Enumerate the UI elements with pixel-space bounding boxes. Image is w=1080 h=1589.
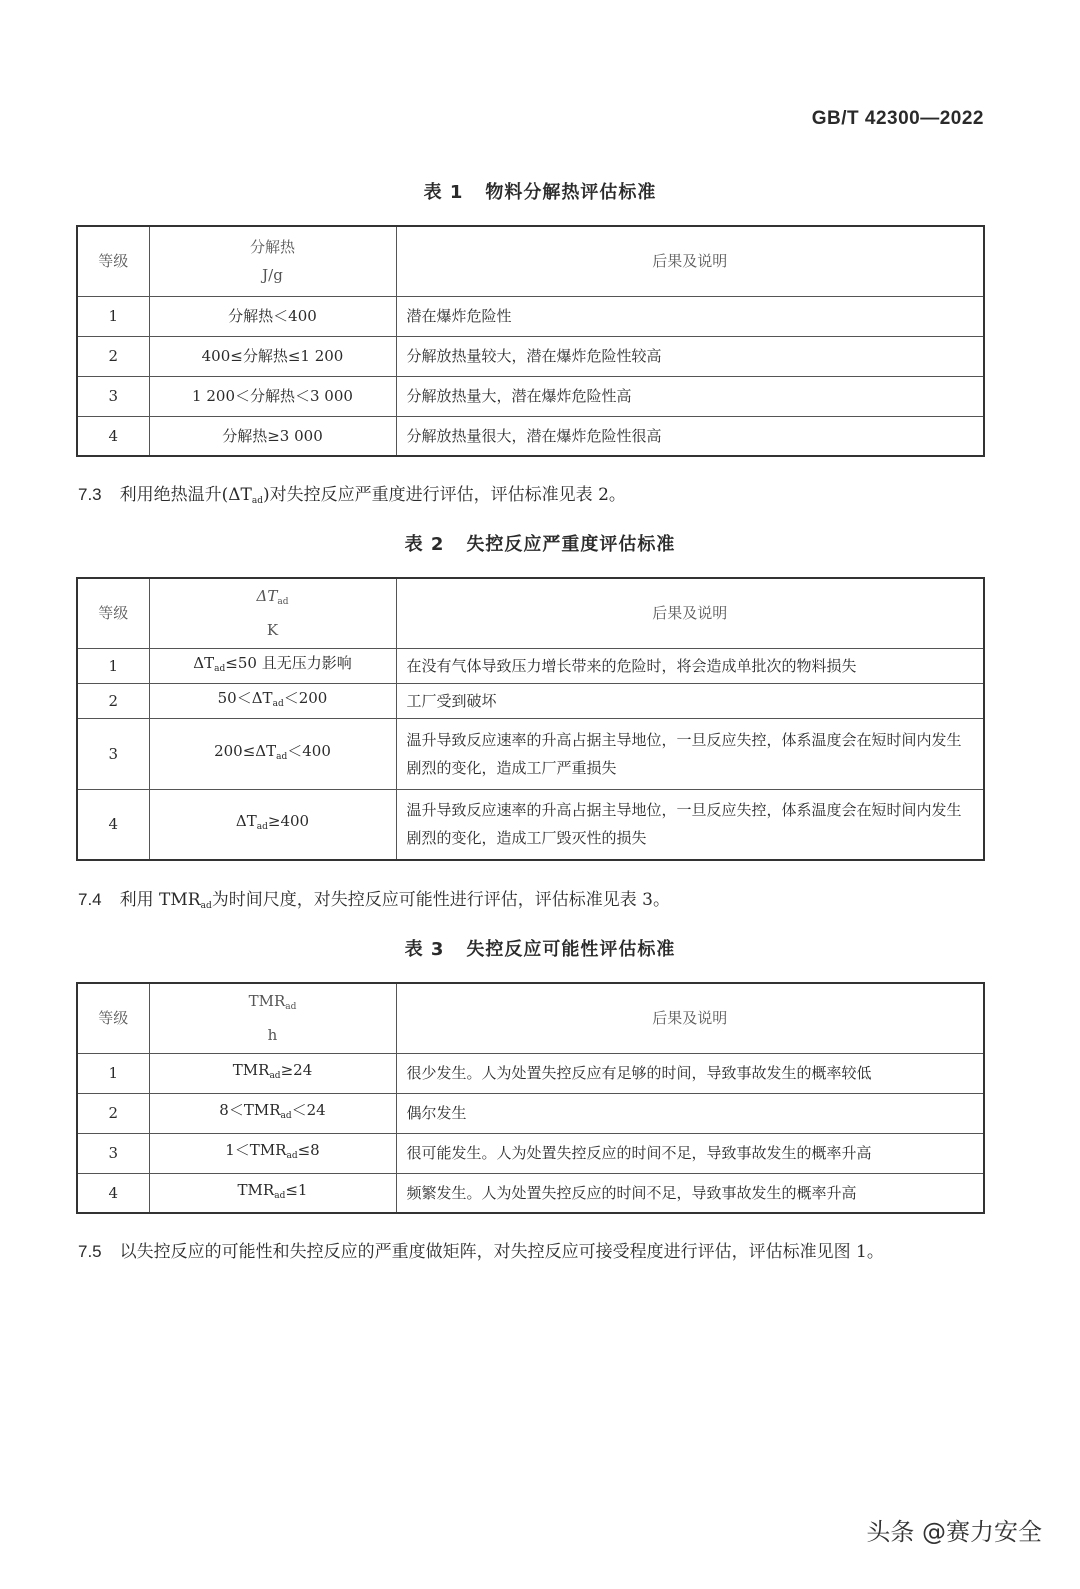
range-sub: ad [214,663,226,674]
table2-header-param-unit: K [266,621,279,640]
desc-cell: 很少发生。人为处置失控反应有足够的时间，导致事故发生的概率较低 [396,1053,984,1093]
clause-text-post: )对失控反应严重度进行评估，评估标准见表 2。 [263,485,626,505]
table3-title: 失控反应可能性评估标准 [466,939,676,960]
desc-cell: 工厂受到破坏 [396,683,984,718]
range-cell: 分解热≥3 000 [149,416,396,456]
grade-cell: 4 [77,416,149,456]
range-sub: ad [276,751,288,762]
table1-header-param-name: 分解热 [249,238,295,257]
table3-number: 表 3 [404,939,445,960]
range-cell: 1 200＜分解热＜3 000 [149,376,396,416]
range-post: ＜200 [283,688,328,707]
clause-text-pre: 利用 TMR [119,890,201,910]
range-sub: ad [256,822,268,833]
table2-title: 失控反应严重度评估标准 [466,534,676,555]
clause-7-5 [78,1237,986,1267]
range-post: ≤8 [297,1141,320,1159]
grade-cell: 4 [77,1173,149,1213]
range-pre: TMR [232,1061,270,1079]
grade-cell: 3 [77,718,149,789]
range-sub: ad [272,698,284,709]
range-pre: 50＜ΔT [217,688,273,707]
grade-cell: 2 [77,1093,149,1133]
clause-number: 7.4 [78,890,102,909]
table1-number: 表 1 [423,182,464,203]
table1-header-param [149,226,396,296]
table3-caption [0,935,1080,961]
range-pre: 1＜TMR [225,1141,287,1159]
table1-header-row [77,226,984,296]
grade-cell: 3 [77,1133,149,1173]
source-watermark: 头条 @赛力安全 [866,1518,1042,1546]
table-row [77,1093,984,1133]
table2-caption [0,530,1080,556]
range-pre: ΔT [193,653,215,672]
range-pre: TMR [237,1180,275,1199]
table3-header-param [149,983,396,1053]
range-post: ≤1 [285,1180,308,1199]
range-cell [149,648,396,683]
range-pre: 200≤ΔT [214,741,277,760]
table3-header-desc: 后果及说明 [396,983,984,1053]
range-cell [149,1133,396,1173]
table3-header-param-sub: ad [285,1002,297,1013]
desc-cell: 在没有气体导致压力增长带来的危险时，将会造成单批次的物料损失 [396,648,984,683]
range-cell [149,789,396,860]
range-cell: 分解热＜400 [149,296,396,336]
clause-subscript: ad [251,496,264,506]
table-row [77,1173,984,1213]
desc-cell: 潜在爆炸危险性 [396,296,984,336]
table2-header-param [149,578,396,648]
clause-text: 以失控反应的可能性和失控反应的严重度做矩阵，对失控反应可接受程度进行评估，评估标准见图 1。 [119,1242,884,1262]
range-post: ＜400 [287,741,331,760]
clause-text-pre: 利用绝热温升(ΔT [119,485,252,505]
range-cell [149,1093,396,1133]
range-cell [149,1173,396,1213]
range-cell: 400≤分解热≤1 200 [149,336,396,376]
table3-header-grade: 等级 [77,983,149,1053]
table1 [76,225,985,457]
grade-cell: 1 [77,648,149,683]
desc-cell: 温升导致反应速率的升高占据主导地位，一旦反应失控，体系温度会在短时间内发生剧烈的变化，造成工厂严重损失 [396,718,984,789]
range-sub: ad [274,1190,286,1201]
desc-cell: 分解放热量大，潜在爆炸危险性高 [396,376,984,416]
table-row [77,648,984,683]
clause-7-3 [78,480,626,516]
range-post: ≥400 [267,812,310,831]
grade-cell: 1 [77,1053,149,1093]
table1-caption [0,178,1080,204]
table3-header-row [77,983,984,1053]
range-cell [149,683,396,718]
table2-header-param-symbol: ΔT [256,587,278,606]
table-row [77,683,984,718]
table1-header-desc: 后果及说明 [396,226,984,296]
range-sub: ad [269,1071,281,1081]
range-pre: 8＜TMR [219,1101,281,1119]
table1-title: 物料分解热评估标准 [485,182,657,203]
range-post: ＜24 [291,1101,326,1119]
table2-header-row [77,578,984,648]
grade-cell: 1 [77,296,149,336]
table-row [77,336,984,376]
desc-cell: 分解放热量很大，潜在爆炸危险性很高 [396,416,984,456]
grade-cell: 4 [77,789,149,860]
table-row [77,296,984,336]
table2-number: 表 2 [404,534,445,555]
table-row [77,376,984,416]
range-cell [149,718,396,789]
range-post: ≥24 [280,1061,313,1079]
grade-cell: 3 [77,376,149,416]
table-row [77,1053,984,1093]
table2 [76,577,985,861]
table1-header-grade: 等级 [77,226,149,296]
range-sub: ad [286,1151,298,1161]
range-cell [149,1053,396,1093]
table-row [77,1133,984,1173]
range-pre: ΔT [235,812,257,831]
table2-header-grade: 等级 [77,578,149,648]
range-post: ≤50 且无压力影响 [225,653,352,672]
desc-cell: 频繁发生。人为处置失控反应的时间不足，导致事故发生的概率升高 [396,1173,984,1213]
table3-header-param-symbol: TMR [248,992,286,1011]
clause-7-4 [78,885,670,921]
standard-number: GB/T 42300—2022 [811,108,984,129]
table2-header-param-sub: ad [277,597,289,608]
range-sub: ad [280,1111,292,1121]
clause-number: 7.3 [78,485,102,504]
desc-cell: 温升导致反应速率的升高占据主导地位，一旦反应失控，体系温度会在短时间内发生剧烈的变化，造成工厂毁灭性的损失 [396,789,984,860]
table3 [76,982,985,1214]
table-row [77,416,984,456]
grade-cell: 2 [77,336,149,376]
clause-number: 7.5 [78,1242,102,1261]
table-row [77,789,984,860]
table3-header-param-unit: h [267,1026,278,1045]
desc-cell: 偶尔发生 [396,1093,984,1133]
clause-text-post: 为时间尺度，对失控反应可能性进行评估，评估标准见表 3。 [211,890,670,910]
desc-cell: 分解放热量较大，潜在爆炸危险性较高 [396,336,984,376]
grade-cell: 2 [77,683,149,718]
table-row [77,718,984,789]
clause-subscript: ad [200,901,212,911]
desc-cell: 很可能发生。人为处置失控反应的时间不足，导致事故发生的概率升高 [396,1133,984,1173]
table1-header-param-unit: J/g [262,266,283,285]
table2-header-desc: 后果及说明 [396,578,984,648]
